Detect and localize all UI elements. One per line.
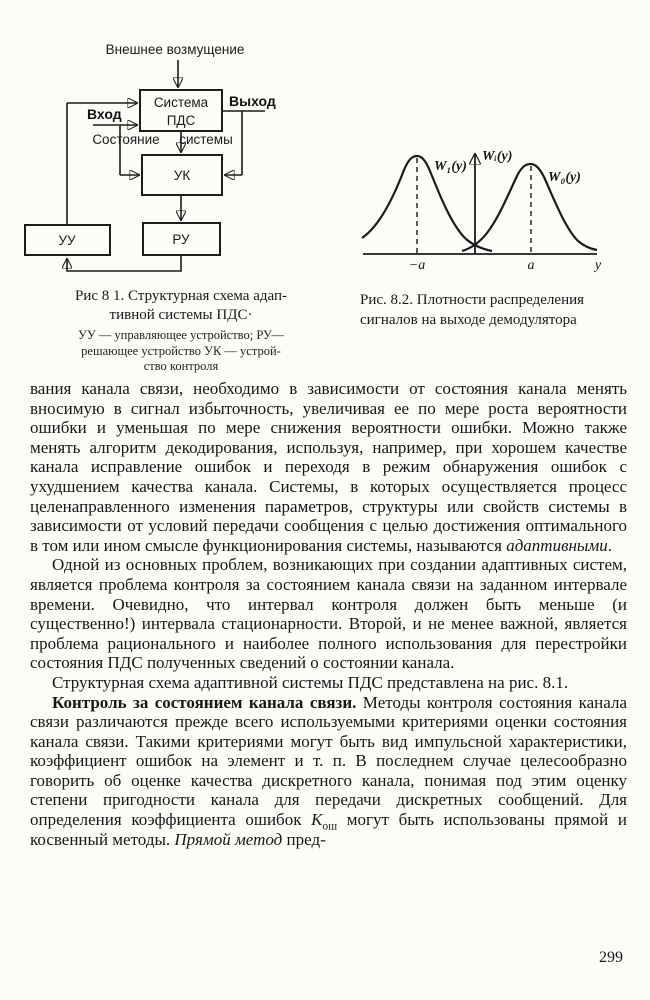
disturbance-label: Внешнее возмущение: [105, 42, 245, 57]
body-paragraph: Контроль за состоянием канала связи. Методы контроля состояния канала связи различаются прежде всего используемыми критериями оценки состояния канала связи. Такими критериями могут быть вид импульсной характеристики, коэффициент ошибок на элемент и т. п. В последнем случае целесообразно говорить об оценке качества дискретного канала, понимая под этим оценку степени пригодности канала для передачи дискретных сообщений. Для определения коэффициента ошибок $К_{ош}$ могут быть использованы прямой и косвенный методы. Прямой метод пред-: [30, 692, 628, 849]
figure-8-1-legend: [15, 328, 347, 375]
body-paragraph: Одной из основных проблем, возникающих при создании адаптивных систем, является проблема контроля за состоянием канала связи на заданном интервале времени. Очевидно, что интервал контроля должен быть меньше (и существенно!) интервала стационарности. Второй, и не менее важной, является проблема рационального и наиболее полного использования для перестройки состояния ПДС полученных сведений о состоянии канала.: [30, 555, 627, 673]
figure-8-2-caption-line2: сигналов на выходе демодулятора: [360, 312, 577, 328]
figure-8-1-caption-line1: Рис 8 1. Структурная схема адап-: [75, 288, 287, 304]
tick-a: a: [527, 258, 535, 273]
adaptive-system-diagram: [15, 38, 347, 283]
tick-minus-a: −a: [408, 258, 426, 273]
body-paragraph: Структурная схема адаптивной системы ПДС представлена на рис. 8.1.: [52, 672, 569, 692]
density-plot: [352, 138, 642, 276]
figure-8-1-legend-line1: УУ — управляющее устройство; РУ—: [77, 328, 285, 342]
system-pds-label-1: Система: [153, 95, 209, 110]
figure-8-1-legend-line3: ство контроля: [143, 359, 219, 373]
figure-8-2-caption-line1: Рис. 8.2. Плотности распределения: [360, 292, 585, 308]
figure-8-1-caption: [15, 287, 347, 325]
input-label: Вход: [87, 106, 122, 122]
figure-8-2-caption: [360, 290, 642, 330]
ru-to-uu-arrow: [67, 255, 181, 271]
figure-8-1-legend-line2: решающее устройство УК — устрой-: [81, 343, 281, 358]
figure-8-2: [352, 138, 642, 330]
uu-label: УУ: [58, 233, 76, 248]
w1-curve: [362, 156, 492, 251]
figure-8-1: [15, 38, 347, 375]
output-label: Выход: [229, 93, 276, 109]
page-number: 299: [599, 949, 623, 966]
uk-label: УК: [173, 168, 191, 183]
w1-label: W₁(y): [434, 159, 467, 174]
y-axis-label: Wᵢ(y): [482, 149, 513, 164]
system-pds-label-2: ПДС: [166, 113, 196, 128]
body-text: [30, 379, 627, 849]
state-label-right: системы: [179, 132, 233, 147]
x-axis-label: y: [594, 258, 602, 273]
ru-label: РУ: [172, 232, 190, 247]
body-paragraph: вания канала связи, необходимо в зависимости от состояния канала менять вносимую в сигнал избыточность, увеличивая ее по мере роста вероятности ошибки и уменьшая по мере снижения вероятности ошибки. Можно также менять алгоритм декодирования, используя, например, при хорошем качестве канала исправление ошибок и переходя в режим обнаружения ошибок с ухудшением качества канала. Системы, в которых осуществляется процесс целенаправленного изменения параметров, структуры или свойств системы в зависимости от условий передачи сообщения с целью достижения оптимального в том или ином смысле функционирования системы, называются адаптивными.: [30, 379, 627, 555]
w0-label: W₀(y): [548, 170, 581, 185]
state-label-left: Состояние: [92, 132, 160, 147]
figure-8-1-caption-line2: тивной системы ПДС·: [109, 307, 253, 323]
